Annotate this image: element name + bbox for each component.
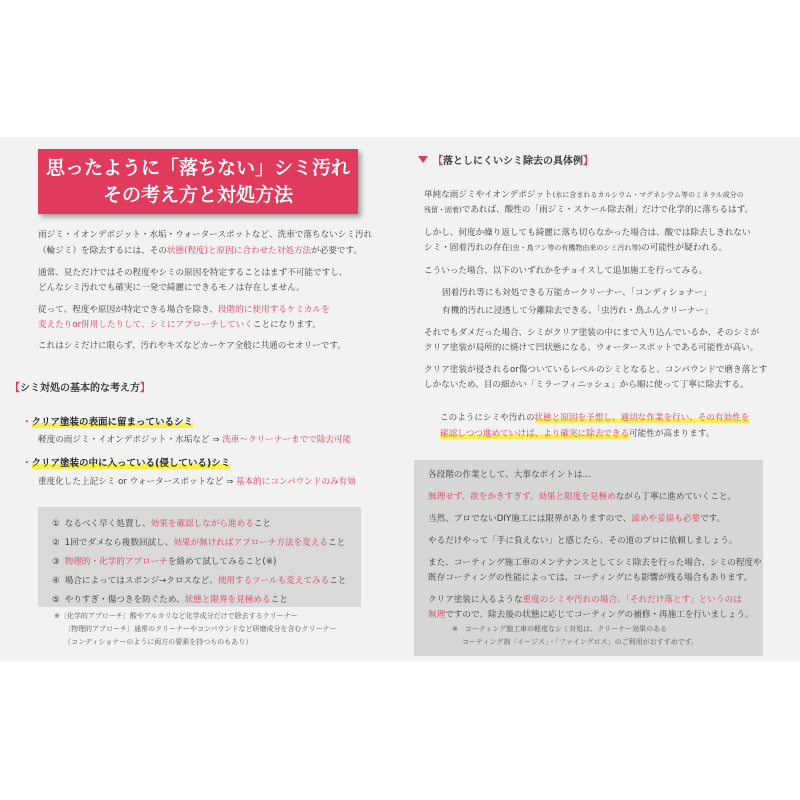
points-note-1: ※ コーティング施工車の軽度なシミ対処は、クリーナー効果のある: [452, 625, 668, 633]
bracket-close: 】: [583, 156, 593, 167]
examples-text: 単純な雨ジミやイオンデポジット: [424, 190, 553, 200]
points-text: ですので、除去後の状態に応じてコーティングの補修・再施工を行いましょう。: [445, 610, 754, 620]
basics-item-1-desc: [38, 433, 351, 448]
examples-text: であれば、酸性の「雨ジミ・スケール除去剤」だけで化学的に落ちるはず。: [461, 205, 754, 215]
intro-text: ことになります。: [252, 320, 321, 330]
points-text: ながら丁寧に進めていくこと。: [615, 492, 737, 502]
points-note-2: コーティング剤「イージス」・「ファイングロス」のご利用がおすすめです。: [462, 638, 699, 646]
title-line-2: その考え方と対処方法: [102, 184, 293, 206]
examples-text: 可能性が高まります。: [629, 429, 715, 439]
footnote-3: （コンディショナーのように両方の要素を持つものもあり）: [64, 638, 253, 646]
examples-emphasis: 状態と原因を予想し、適切な作業を行い、その有効性を: [534, 413, 750, 423]
basics-desc-text: 軽度の雨ジミ・イオンデポジット・水垢など ⇒: [38, 435, 223, 445]
intro-p1-l1: 雨ジミ・イオンデポジット・水垢・ウォータースポットなど、洗車で落ちないシミ汚れ: [38, 230, 373, 240]
examples-p5-l1: クリア塗装が侵されるor傷ついているレベルのシミとなると、コンパウンドで磨き落とす: [424, 365, 768, 375]
examples-p6-l2: [440, 427, 714, 442]
intro-emphasis: 変えたりor併用したりして、シミにアプローチしていく: [38, 320, 253, 330]
tip-item: [52, 555, 276, 570]
examples-heading: [418, 152, 593, 167]
title-line-1: 思ったように「落ちない」シミ汚れ: [45, 157, 350, 179]
tip-text: こと: [270, 595, 288, 605]
basics-desc-emphasis: 洗車～クリーナーまでで除去可能: [222, 435, 352, 445]
basics-item-2-title: [22, 456, 230, 471]
basics-desc-text: 重度化した上記シミ or ウォータースポットなど ⇒: [38, 477, 237, 487]
examples-p5-l2: しかないため、目の細かい「ミラーフィニッシュ」から順に使って丁寧に除去する。: [424, 380, 749, 390]
tip-number: ②: [52, 538, 60, 548]
points-line-2: [428, 512, 725, 527]
examples-emphasis: 確認しつつ進めていけば、より確実に除去できる: [440, 429, 630, 439]
points-text: です。: [700, 514, 726, 524]
bullet-dot: ・: [22, 458, 32, 469]
tip-number: ⑤: [52, 595, 60, 605]
intro-p1-l2: [38, 244, 362, 259]
footnote-1: ※〔化学的アプローチ〕酸やアルカリなど化学成分だけで除去するクリーナー: [54, 612, 298, 620]
intro-emphasis: 状態(程度)と原因に合わせた対処方法: [166, 246, 312, 256]
tip-text: こと: [253, 519, 272, 529]
points-emphasis: 重度のシミや汚れの場合、「それだけ落とす」というのは: [522, 595, 742, 605]
examples-small-text: (水に含まれるカルシウム・マグネシウム等のミネラル成分の: [552, 191, 744, 199]
intro-p4: これはシミだけに限らず、汚れやキズなどカーケア全般に共通のセオリーです。: [38, 341, 346, 351]
tip-emphasis: 効果が無ければアプローチ方法を変える: [173, 538, 329, 548]
tip-text: を絡めて試してみること(※): [167, 557, 277, 567]
tip-item: [52, 517, 271, 532]
examples-text: シミ・固着汚れの存在: [424, 243, 510, 253]
basics-heading-text: シミ対処の基本的な考え方: [20, 383, 140, 394]
examples-p4-l2: クリア塗装が局所的に焼けて凹状態になる、ウォータースポットである可能性が高い。: [424, 343, 759, 353]
examples-option-1: 固着汚れ等にも対処できる万能カークリーナー、「コンディショナー」: [442, 288, 712, 298]
examples-option-2: 有機的汚れに浸透して分離除去できる、「虫汚れ・鳥ふんクリーナー」: [442, 306, 713, 316]
points-line-4b: 既存コーティングの性能によっては、コーティングにも影響が残る場合もあります。: [428, 573, 753, 583]
tip-number: ①: [52, 519, 60, 529]
intro-text: が必要です。: [311, 246, 363, 256]
basics-heading: [10, 379, 150, 394]
examples-p2-l2: [424, 241, 727, 256]
examples-p4-l1: それでもダメだった場合、シミがクリア塗装の中にまで入り込んでいるか、そのシミが: [424, 328, 760, 338]
triangle-marker-icon: [418, 156, 428, 163]
examples-small-text: (虫・鳥フン等の有機物由来のシミ汚れ等): [509, 244, 642, 252]
basics-item-title: クリア塗装の表面に留まっているシミ: [31, 417, 194, 428]
bracket-open: 【: [10, 383, 20, 394]
tip-item: [52, 536, 345, 551]
intro-p2-l2: どんなシミ汚れでも確実に一発で綺麗にできるモノは存在しません。: [38, 283, 305, 293]
examples-p1-l1: [424, 188, 744, 203]
examples-p2-l1: しかし、何度か繰り返しても綺麗に落ち切らなかった場合は、酸では除去しきれない: [424, 228, 751, 238]
points-line-5b: [428, 608, 754, 623]
bullet-dot: ・: [22, 417, 32, 428]
examples-text: このようにシミや汚れの: [440, 413, 535, 423]
examples-p6-l1: [440, 411, 749, 426]
tip-item: [52, 593, 288, 608]
examples-small-text: 残留・固着): [424, 206, 462, 214]
tip-text: こと: [329, 576, 347, 586]
points-line-4a: また、コーティング施工車のメンテナンスとしてシミ除去を行った場合、シミの程度や: [428, 558, 762, 568]
points-text: クリア塗装に入るような: [428, 595, 523, 605]
intro-p2-l1: 通常、見ただけではその程度やシミの原因を特定することはまず不可能ですし、: [38, 268, 348, 278]
tip-number: ④: [52, 576, 60, 586]
tip-emphasis: 状態と限界を見極める: [184, 595, 271, 605]
basics-item-1-title: [22, 415, 193, 430]
tip-text: 場合によってはスポンジ→クロスなど、: [64, 576, 218, 586]
basics-item-title: クリア塗装の中に入っている(侵している)シミ: [31, 458, 231, 469]
tip-text: なるべく早く処置し、: [64, 519, 151, 529]
tip-text: こと: [328, 538, 346, 548]
tip-emphasis: 効果を確認しながら進める: [150, 519, 254, 529]
bracket-close: 】: [140, 383, 150, 394]
points-emphasis: 無理せず、欲をかきすぎず、効果と限度を見極め: [428, 492, 616, 502]
intro-text: （輪ジミ）を除去するには、その: [38, 246, 167, 256]
tip-text: 1回でダメなら複数回試し、: [64, 538, 174, 548]
tip-text: やりすぎ・傷つきを防ぐため、: [64, 595, 185, 605]
intro-p3-l1: [38, 303, 330, 318]
points-intro: 各段階の作業として、大事なポイントは…: [428, 470, 592, 480]
tip-emphasis: 使用するツールも変えてみる: [217, 576, 330, 586]
basics-desc-emphasis: 基本的にコンパウンドのみ有効: [236, 477, 356, 487]
examples-text: の可能性が疑われる。: [641, 243, 728, 253]
title-banner: [38, 149, 358, 214]
tip-item: [52, 574, 346, 589]
points-line-3: やるだけやって「手に負えない」と感じたら、その道のプロに依頼しましょう。: [428, 536, 738, 546]
examples-p3: こういった場合、以下のいずれかをチョイスして追加施工を行ってみる。: [424, 266, 708, 276]
tip-emphasis: 物理的・化学的アプローチ: [64, 557, 168, 567]
intro-p3-l2: [38, 318, 321, 333]
bracket-open: 【: [433, 156, 443, 167]
tip-number: ③: [52, 557, 60, 567]
basics-item-2-desc: [38, 475, 356, 490]
points-text: 当然、プロでないDIY施工には限界がありますので、: [428, 514, 632, 524]
intro-text: 従って、程度や原因が特定できる場合を除き、: [38, 305, 218, 315]
points-line-1: [428, 490, 736, 505]
points-emphasis: 諦めや妥協も必要: [631, 514, 701, 524]
intro-emphasis: 段階的に使用するケミカルを: [217, 305, 330, 315]
footnote-2: 〔物理的アプローチ〕通常のクリーナーやコンパウンドなど研磨成分を含むクリーナー: [64, 625, 337, 633]
examples-p1-l2: [424, 203, 753, 218]
examples-heading-text: 落としにくいシミ除去の具体例: [443, 156, 583, 167]
points-line-5a: [428, 593, 742, 608]
points-emphasis: 無理: [428, 610, 446, 620]
